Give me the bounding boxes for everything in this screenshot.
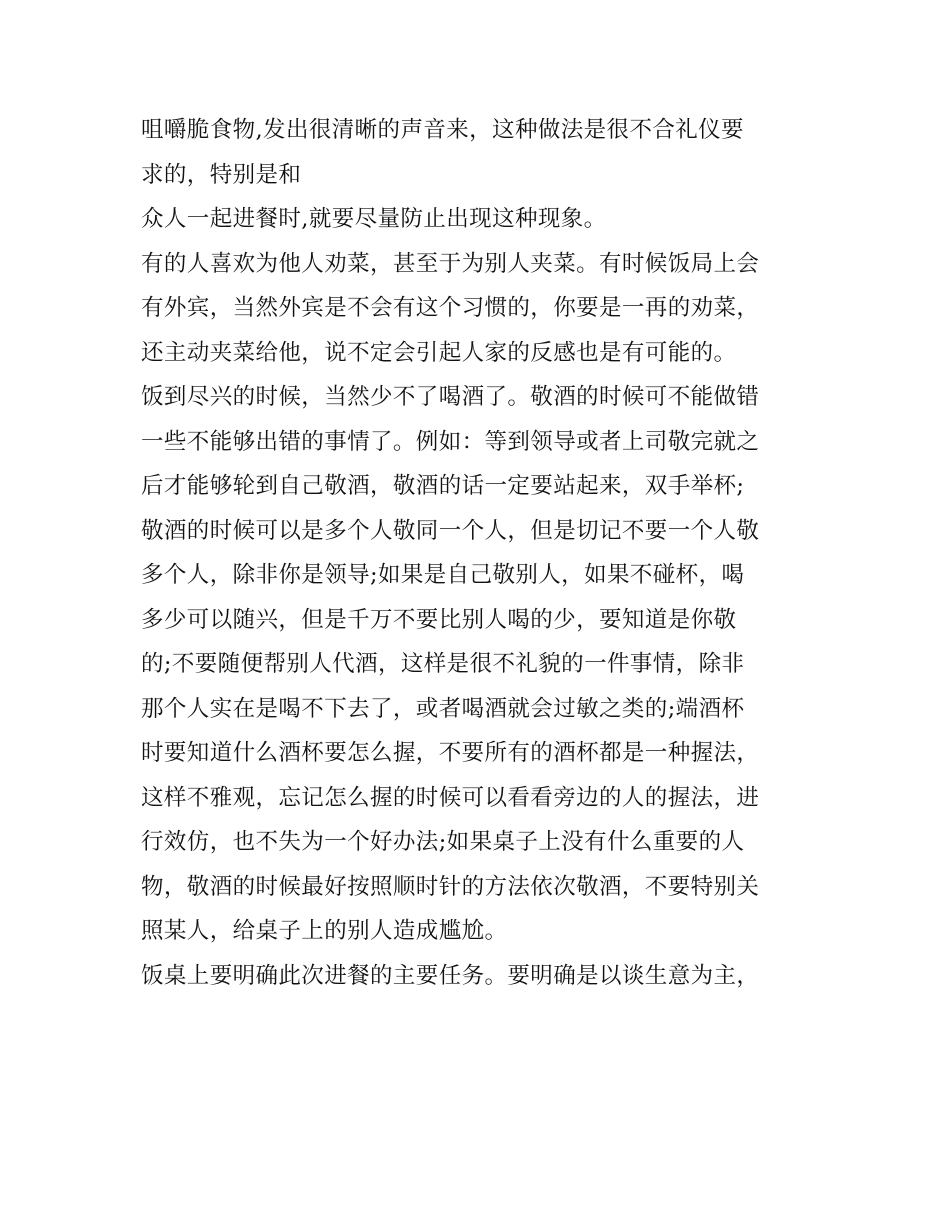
text-line: 那个人实在是喝不下去了，或者喝酒就会过敏之类的;端酒杯 — [141, 695, 745, 722]
text-line: 求的，特别是和 — [141, 161, 302, 188]
text-line: 行效仿，也不失为一个好办法;如果桌子上没有什么重要的人 — [141, 829, 745, 855]
text-line: 照某人，给桌子上的别人造成尴尬。 — [141, 918, 508, 944]
text-line: 众人一起进餐时,就要尽量防止出现这种现象。 — [141, 206, 607, 232]
text-line: 还主动夹菜给他，说不定会引起人家的反感也是有可能的。 — [141, 339, 737, 366]
text-line: 有外宾，当然外宾是不会有这个习惯的，你要是一再的劝菜， — [141, 295, 760, 321]
text-line: 后才能够轮到自己敬酒，敬酒的话一定要站起来，双手举杯; — [141, 473, 745, 499]
text-line: 多少可以随兴，但是千万不要比别人喝的少，要知道是你敬 — [141, 606, 737, 633]
text-line: 饭到尽兴的时候，当然少不了喝酒了。敬酒的时候可不能做错 — [141, 384, 760, 410]
text-line: 这样不雅观，忘记怎么握的时候可以看看旁边的人的握法，进 — [141, 784, 760, 811]
text-line: 多个人，除非你是领导;如果是自己敬别人，如果不碰杯，喝 — [141, 562, 745, 588]
text-line: 饭桌上要明确此次进餐的主要任务。要明确是以谈生意为主， — [141, 962, 760, 989]
text-line: 一些不能够出错的事情了。例如：等到领导或者上司敬完就之 — [141, 428, 760, 455]
text-line: 物，敬酒的时候最好按照顺时针的方法依次敬酒，不要特别关 — [141, 873, 760, 900]
text-line: 有的人喜欢为他人劝菜，甚至于为别人夹菜。有时候饭局上会 — [141, 250, 760, 277]
text-line: 咀嚼脆食物,发出很清晰的声音来，这种做法是很不合礼仪要 — [141, 117, 744, 143]
text-line: 的;不要随便帮别人代酒，这样是很不礼貌的一件事情，除非 — [141, 651, 745, 677]
text-line: 敬酒的时候可以是多个人敬同一个人，但是切记不要一个人敬 — [141, 517, 760, 544]
document-body — [141, 108, 821, 998]
text-line: 时要知道什么酒杯要怎么握，不要所有的酒杯都是一种握法， — [141, 740, 760, 766]
